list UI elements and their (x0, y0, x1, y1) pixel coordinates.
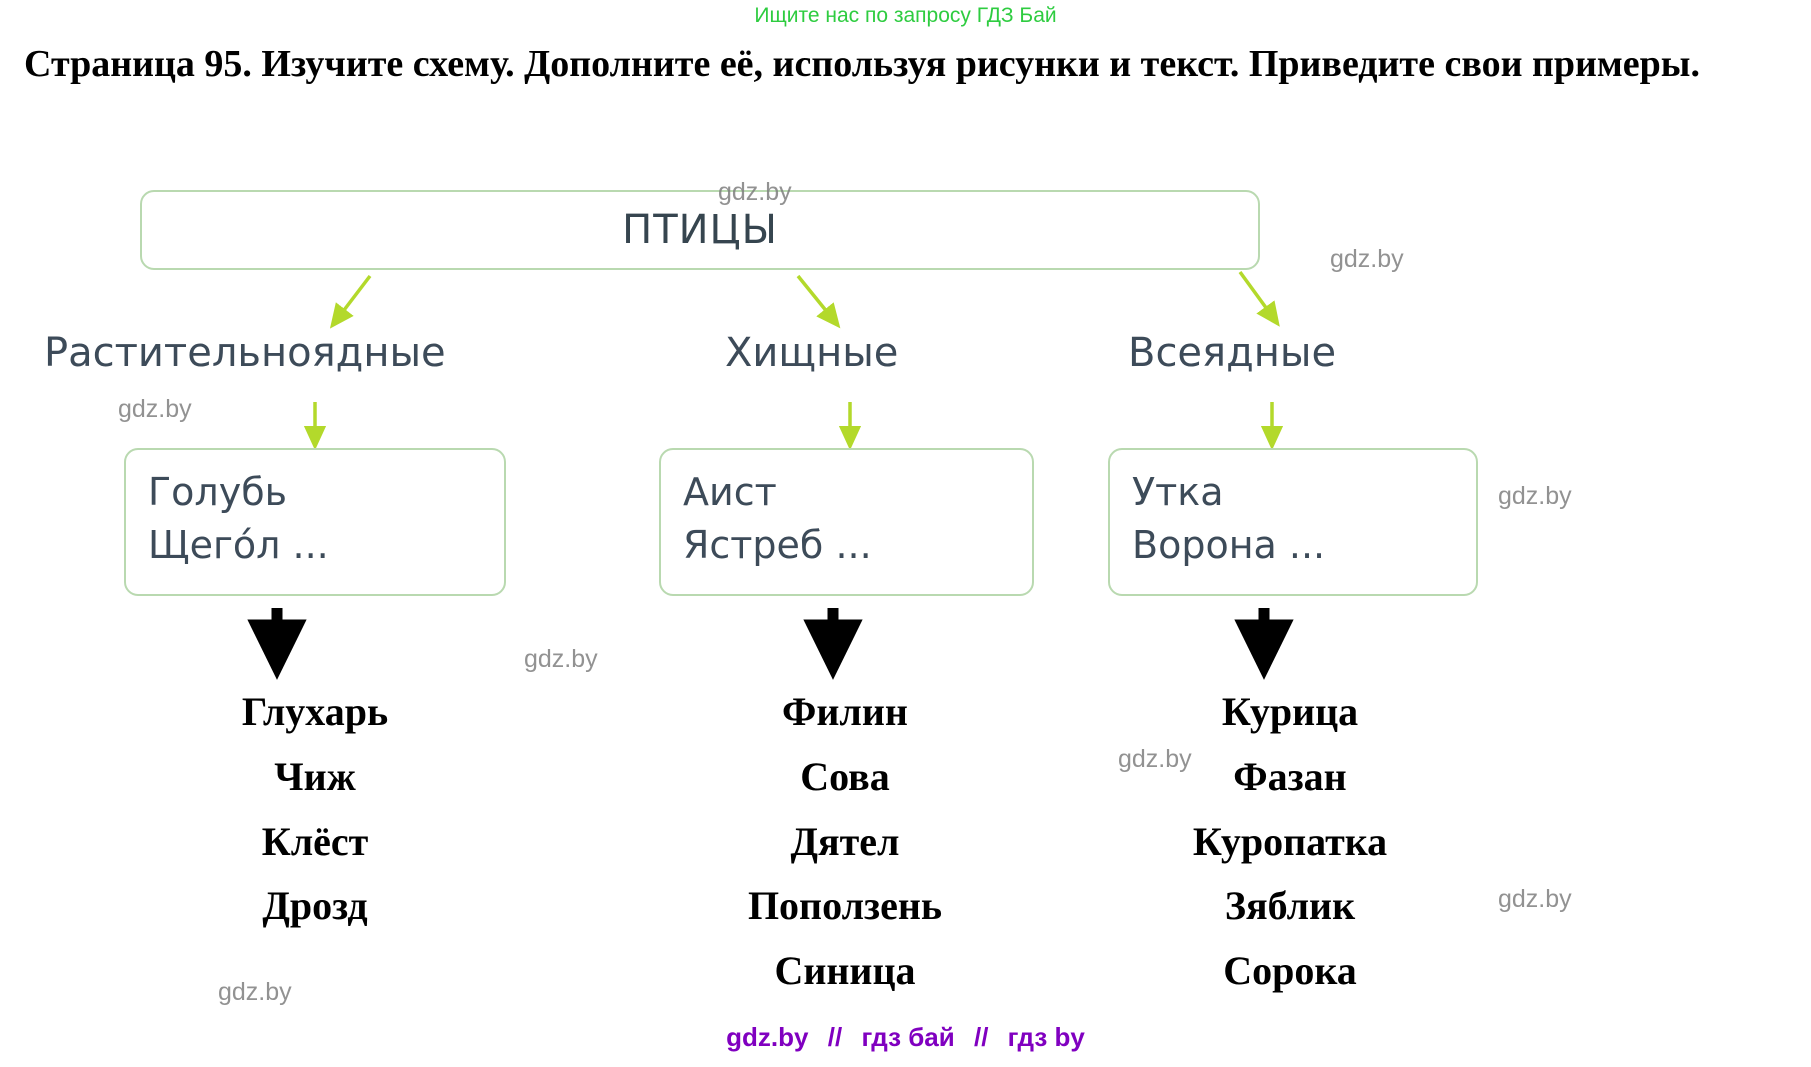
category-label-herbivorous: Растительноядные (44, 330, 446, 376)
example-line: Щего́л ... (148, 523, 329, 568)
list-item: Клёст (261, 818, 369, 864)
list-item: Фазан (1233, 753, 1347, 799)
root-node-label: ПТИЦЫ (622, 207, 778, 253)
example-box-predatory (659, 448, 1034, 596)
list-item: Чиж (274, 753, 356, 799)
example-line: Ястреб ... (683, 523, 872, 568)
root-node-birds (140, 190, 1260, 270)
answer-list-omnivorous (1090, 680, 1490, 1004)
watermark: gdz.by (1498, 885, 1572, 913)
list-item: Глухарь (241, 689, 389, 734)
watermark: gdz.by (1330, 245, 1404, 273)
category-label-omnivorous: Всеядные (1128, 330, 1337, 376)
list-item: Зяблик (1224, 883, 1356, 929)
example-box-herbivorous (124, 448, 506, 596)
watermark: gdz.by (1118, 745, 1192, 773)
watermark: gdz.by (118, 395, 192, 423)
list-item: Синица (774, 948, 916, 994)
example-line: Аист (683, 470, 777, 514)
footer-link[interactable]: gdz.by (726, 1022, 809, 1052)
list-item: Сова (800, 753, 890, 799)
list-item: Дятел (790, 818, 900, 864)
footer-separator: // (973, 1022, 989, 1052)
footer-link[interactable]: гдз бай (861, 1022, 955, 1052)
list-item: Курица (1221, 689, 1359, 734)
top-banner-text: Ищите нас по запросу ГДЗ Бай (754, 4, 1057, 27)
list-item: Сорока (1223, 948, 1357, 994)
watermark: gdz.by (718, 178, 792, 206)
footer-link[interactable]: гдз by (1007, 1022, 1085, 1052)
watermark: gdz.by (524, 645, 598, 673)
list-item: Поползень (747, 883, 943, 929)
category-label-predatory: Хищные (725, 330, 899, 376)
example-line: Утка (1132, 470, 1224, 514)
watermark: gdz.by (218, 978, 292, 1006)
list-item: Дрозд (262, 883, 368, 929)
example-box-omnivorous (1108, 448, 1478, 596)
list-item: Куропатка (1192, 818, 1388, 864)
footer-separator: // (827, 1022, 843, 1052)
page-title: Страница 95. Изучите схему. Дополните её, используя рисунки и текст. Приведите свои примеры. (24, 43, 1700, 85)
answer-list-predatory (650, 680, 1040, 1004)
list-item: Филин (782, 689, 908, 734)
answer-list-herbivorous (120, 680, 510, 939)
example-line: Ворона ... (1132, 523, 1326, 568)
example-line: Голубь (148, 470, 288, 514)
footer-links (0, 1022, 1811, 1053)
watermark: gdz.by (1498, 482, 1572, 510)
